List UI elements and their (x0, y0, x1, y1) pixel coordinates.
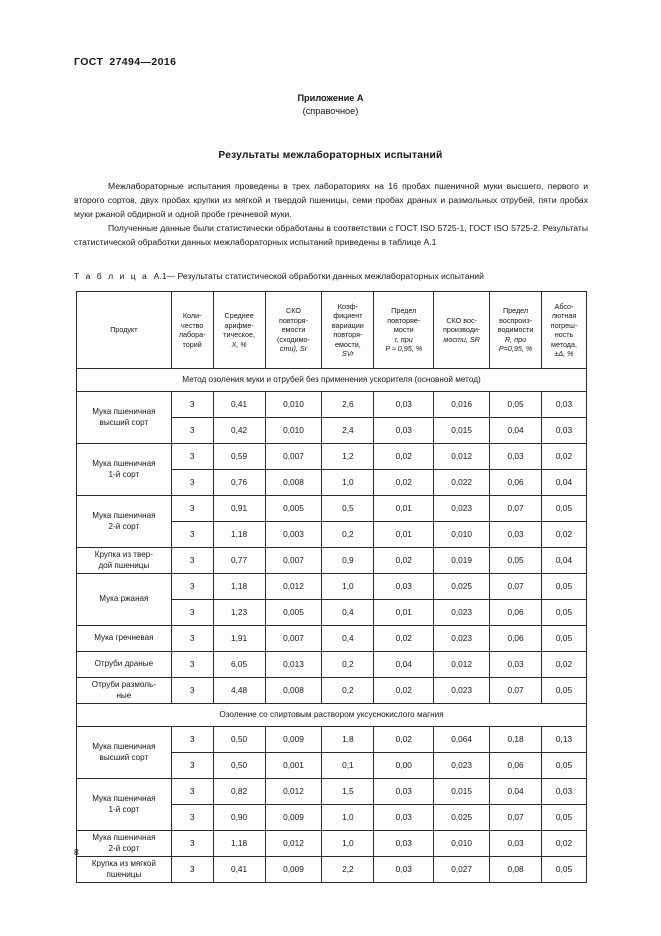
table-cell-value: 0,03 (490, 522, 542, 548)
table-cell-value: 0,023 (434, 753, 490, 779)
table-row (77, 626, 587, 652)
table-row (77, 652, 587, 678)
header-line: R, при (504, 334, 527, 344)
table-column-header (322, 292, 374, 369)
table-cell-value: 0,5 (322, 496, 374, 522)
table-cell-value: 0,001 (265, 753, 322, 779)
table-cell-value: 0,023 (434, 626, 490, 652)
product-name-line: высший сорт (99, 417, 149, 427)
product-name-cell (77, 727, 172, 779)
table-cell-value: 0,9 (322, 548, 374, 574)
header-line: Абсо- (554, 301, 574, 311)
table-cell-value: 1,0 (322, 574, 374, 600)
table-cell-value: 0,05 (542, 678, 587, 704)
product-name-line: 1-й сорт (108, 804, 140, 814)
table-cell-value: 3 (171, 857, 213, 883)
table-cell-value: 0,03 (542, 392, 587, 418)
table-cell-value: 0,03 (542, 418, 587, 444)
table-cell-value: 0,50 (213, 753, 265, 779)
header-line: торий (182, 339, 202, 349)
annex-heading (0, 92, 661, 119)
product-name-cell (77, 857, 172, 883)
table-cell-value: 0,07 (490, 574, 542, 600)
table-cell-value: 0,005 (265, 600, 322, 626)
table-cell-value: 1,2 (322, 444, 374, 470)
header-line: лютная (551, 311, 577, 320)
product-name-line: ные (116, 690, 132, 700)
header-line: вариации (331, 320, 364, 330)
table-cell-value: 0,016 (434, 392, 490, 418)
table-cell-value: 3 (171, 600, 213, 626)
product-name-line: Отруби размоль- (91, 679, 156, 689)
product-name-cell (77, 678, 172, 704)
table-cell-value: 6,05 (213, 652, 265, 678)
table-cell-value: 0,009 (265, 857, 322, 883)
table-cell-value: 0,13 (542, 727, 587, 753)
table-cell-value: 0,1 (322, 753, 374, 779)
product-name-line: Мука пшеничная (92, 510, 156, 520)
product-name-line: Отруби драные (94, 659, 154, 669)
table-section-row (77, 704, 587, 727)
header-line: Продукт (110, 325, 138, 335)
table-cell-value: 0,010 (434, 522, 490, 548)
header-line: емости, (334, 339, 361, 349)
page-title: Результаты межлабораторных испытаний (218, 150, 443, 161)
paragraph-2 (74, 222, 588, 250)
table-cell-value: 1,5 (322, 779, 374, 805)
header-line: Среднее (224, 311, 254, 320)
table-cell-value: 0,023 (434, 678, 490, 704)
table-cell-value: 0,04 (542, 548, 587, 574)
table-cell-value: 0,03 (374, 857, 434, 883)
paragraph-1-text: Межлабораторные испытания проведены в трех лабораториях на 16 пробах пшеничной муки высшего, первого и второго сортов, двух пробах крупки из мягкой и твердой пшеницы, семи пробах драных и размольных отрубей, пяти пробах муки ржаной обдирной и одной пробе гречневой муки. (74, 181, 588, 219)
table-cell-value: 0,023 (434, 496, 490, 522)
table-cell-value: 0,76 (213, 470, 265, 496)
header-line: емости (281, 325, 306, 335)
header-line: тическое, (223, 330, 256, 339)
header-line: мости, SR (443, 334, 480, 344)
table-cell-value: 0,007 (265, 444, 322, 470)
header-line: SVr (341, 349, 354, 358)
header-line: повторя- (279, 315, 308, 325)
product-name-cell (77, 548, 172, 574)
table-cell-value: 0,027 (434, 857, 490, 883)
header-line: P=0,95, % (498, 344, 533, 354)
table-cell-value: 0,2 (322, 678, 374, 704)
table-row (77, 779, 587, 805)
table-cell-value: 0,02 (542, 652, 587, 678)
table-cell-value: 0,01 (374, 496, 434, 522)
table-cell-value: 0,04 (542, 470, 587, 496)
standard-header (74, 56, 176, 68)
table-cell-value: 0,4 (322, 600, 374, 626)
header-line: погреш- (550, 320, 578, 330)
table-cell-value: 0,04 (490, 418, 542, 444)
table-cell-value: 0,02 (374, 626, 434, 652)
table-column-header (213, 292, 265, 369)
table-cell-value: 0,007 (265, 548, 322, 574)
table-cell-value: 0,4 (322, 626, 374, 652)
table-cell-value: 0,012 (265, 831, 322, 857)
standard-label: ГОСТ (74, 56, 104, 68)
header-line: производи- (442, 325, 481, 335)
table-cell-value: 0,90 (213, 805, 265, 831)
results-table (76, 291, 587, 883)
header-line: метода, (551, 339, 577, 349)
paragraph-2-text: Полученные данные были статистически обработаны в соответствии с ГОСТ ISO 5725-1, ГОСТ ISO 5725-2. Результаты статистической обработки данных межлабораторных испытаний приведены в таблице А.1 (74, 222, 588, 247)
table-cell-value: 1,0 (322, 805, 374, 831)
product-name-cell (77, 779, 172, 831)
table-column-header (490, 292, 542, 369)
product-name-line: Мука пшеничная (92, 406, 156, 416)
table-cell-value: 0,05 (542, 805, 587, 831)
product-name-cell (77, 496, 172, 548)
table-cell-value: 0,00 (374, 753, 434, 779)
table-cell-value: 0,02 (374, 548, 434, 574)
table-cell-value: 0,010 (265, 392, 322, 418)
table-cell-value: 1,23 (213, 600, 265, 626)
header-line: фициент (333, 311, 363, 320)
table-cell-value: 2,6 (322, 392, 374, 418)
table-body (77, 369, 587, 883)
table-cell-value: 0,07 (490, 805, 542, 831)
table-cell-value: 0,03 (374, 574, 434, 600)
table-cell-value: 3 (171, 470, 213, 496)
table-row (77, 678, 587, 704)
table-cell-value: 0,03 (490, 831, 542, 857)
table-cell-value: 0,007 (265, 626, 322, 652)
product-name-line: Мука пшеничная (92, 793, 156, 803)
table-row (77, 548, 587, 574)
product-name-cell (77, 392, 172, 444)
header-line: воспроиз- (499, 315, 533, 325)
table-cell-value: 0,05 (490, 548, 542, 574)
annex-title: Приложение А (297, 93, 364, 103)
table-cell-value: 0,012 (434, 444, 490, 470)
table-section-title: Озоление со спиртовым раствором уксуснокислого магния (77, 704, 587, 727)
table-cell-value: 0,07 (490, 678, 542, 704)
table-cell-value: 1,8 (322, 727, 374, 753)
table-cell-value: 0,07 (490, 496, 542, 522)
header-line: лабора- (178, 330, 206, 339)
table-cell-value: 0,012 (434, 652, 490, 678)
table-cell-value: 3 (171, 831, 213, 857)
header-line: (сходимо- (277, 334, 310, 344)
table-cell-value: 3 (171, 548, 213, 574)
table-cell-value: 3 (171, 753, 213, 779)
table-cell-value: 0,01 (374, 600, 434, 626)
table-cell-value: 0,025 (434, 574, 490, 600)
table-cell-value: 1,91 (213, 626, 265, 652)
table-cell-value: 3 (171, 522, 213, 548)
table-cell-value: 0,41 (213, 392, 265, 418)
table-cell-value: 2,2 (322, 857, 374, 883)
header-line: сти), Sr (279, 344, 308, 354)
table-cell-value: 3 (171, 805, 213, 831)
table-caption (74, 271, 484, 281)
table-cell-value: 0,02 (374, 444, 434, 470)
table-cell-value: 0,008 (265, 470, 322, 496)
product-name-cell (77, 574, 172, 626)
product-name-line: 2-й сорт (108, 843, 140, 853)
table-cell-value: 0,06 (490, 626, 542, 652)
table-cell-value: 3 (171, 678, 213, 704)
table-cell-value: 0,008 (265, 678, 322, 704)
table-cell-value: 0,064 (434, 727, 490, 753)
header-line: ±Δ, % (554, 349, 574, 358)
table-cell-value: 1,18 (213, 522, 265, 548)
table-cell-value: 0,77 (213, 548, 265, 574)
product-name-line: дой пшеницы (98, 560, 150, 570)
header-line: СКО (286, 306, 301, 316)
table-cell-value: 0,03 (374, 392, 434, 418)
header-line: ность (554, 330, 574, 339)
table-cell-value: 0,42 (213, 418, 265, 444)
header-line: P ≈ 0,95, % (385, 344, 423, 354)
table-section-title: Метод озоления муки и отрубей без применения ускорителя (основной метод) (77, 369, 587, 392)
table-cell-value: 0,02 (374, 727, 434, 753)
table-caption-text: Результаты статистической обработки данных межлабораторных испытаний (177, 271, 484, 281)
annex-subtitle: (справочное) (302, 106, 359, 117)
product-name-line: Крупка из мягкой (91, 858, 156, 868)
table-section-row (77, 369, 587, 392)
table-column-header (265, 292, 322, 369)
table-cell-value: 0,02 (542, 522, 587, 548)
table-caption-number: А.1 (153, 271, 167, 281)
table-cell-value: 0,012 (265, 574, 322, 600)
table-cell-value: 0,18 (490, 727, 542, 753)
table-cell-value: 0,025 (434, 805, 490, 831)
table-cell-value: 0,50 (213, 727, 265, 753)
table-cell-value: 0,59 (213, 444, 265, 470)
table-caption-dash: — (166, 271, 176, 281)
table-header-row (77, 292, 587, 369)
table-cell-value: 0,05 (542, 600, 587, 626)
product-name-line: 1-й сорт (108, 469, 140, 479)
header-line: Предел (391, 306, 417, 316)
page-number: 8 (74, 847, 79, 857)
product-name-line: Мука гречневая (94, 633, 154, 643)
product-name-line: Мука пшеничная (92, 458, 156, 468)
product-name-line: пшеницы (106, 869, 142, 879)
header-line: Коли- (182, 311, 202, 320)
table-cell-value: 0,003 (265, 522, 322, 548)
table-cell-value: 3 (171, 727, 213, 753)
header-line: СКО вос- (446, 315, 477, 325)
table-cell-value: 0,2 (322, 652, 374, 678)
standard-number: 27494—2016 (109, 56, 177, 68)
table-row (77, 857, 587, 883)
header-line: водимости (497, 325, 534, 335)
header-line: X, % (231, 339, 247, 349)
product-name-line: Мука ржаная (99, 594, 149, 604)
table-cell-value: 3 (171, 652, 213, 678)
product-name-cell (77, 831, 172, 857)
product-name-line: 2-й сорт (108, 521, 140, 531)
table-cell-value: 3 (171, 444, 213, 470)
table-cell-value: 0,08 (490, 857, 542, 883)
table-column-header (171, 292, 213, 369)
table-cell-value: 0,012 (265, 779, 322, 805)
table-cell-value: 0,010 (265, 418, 322, 444)
table-cell-value: 0,03 (374, 805, 434, 831)
product-name-cell (77, 444, 172, 496)
table-cell-value: 1,18 (213, 831, 265, 857)
product-name-cell (77, 626, 172, 652)
table-cell-value: 3 (171, 418, 213, 444)
table-cell-value: 0,91 (213, 496, 265, 522)
product-name-cell (77, 652, 172, 678)
table-cell-value: 0,2 (322, 522, 374, 548)
table-header (77, 292, 587, 369)
table-cell-value: 0,02 (374, 678, 434, 704)
table-cell-value: 0,019 (434, 548, 490, 574)
product-name-line: Мука пшеничная (92, 832, 156, 842)
table-cell-value: 0,01 (374, 522, 434, 548)
table-cell-value: 0,03 (374, 779, 434, 805)
table-cell-value: 1,0 (322, 831, 374, 857)
table-row (77, 727, 587, 753)
table-cell-value: 0,03 (374, 418, 434, 444)
table-cell-value: 0,023 (434, 600, 490, 626)
table-cell-value: 0,05 (542, 496, 587, 522)
table-cell-value: 0,02 (374, 470, 434, 496)
table-row (77, 392, 587, 418)
table-row (77, 831, 587, 857)
table-cell-value: 3 (171, 392, 213, 418)
header-line: Предел (502, 306, 529, 316)
table-row (77, 444, 587, 470)
table-cell-value: 0,02 (542, 831, 587, 857)
table-cell-value: 0,015 (434, 779, 490, 805)
table-cell-value: 0,05 (542, 626, 587, 652)
table-caption-word: Т а б л и ц а (74, 271, 149, 281)
header-line: арифме- (224, 320, 254, 330)
table-cell-value: 4,48 (213, 678, 265, 704)
table-cell-value: 0,015 (434, 418, 490, 444)
table-cell-value: 0,03 (490, 652, 542, 678)
paragraph-1 (74, 180, 588, 222)
header-line: повторяе- (387, 315, 421, 325)
table-cell-value: 0,03 (542, 779, 587, 805)
table-column-header (542, 292, 587, 369)
header-line: мости (393, 325, 414, 335)
table-cell-value: 0,06 (490, 753, 542, 779)
intro-text (74, 180, 588, 250)
header-line: чество (180, 320, 204, 330)
table-cell-value: 0,82 (213, 779, 265, 805)
table-column-header (77, 292, 172, 369)
table-cell-value: 0,03 (490, 444, 542, 470)
table-cell-value: 0,02 (542, 444, 587, 470)
table-cell-value: 0,009 (265, 805, 322, 831)
table-cell-value: 0,04 (490, 779, 542, 805)
table-cell-value: 0,05 (542, 857, 587, 883)
table-row (77, 496, 587, 522)
header-line: повторя- (333, 330, 363, 339)
table-cell-value: 3 (171, 779, 213, 805)
table-column-header (434, 292, 490, 369)
table-cell-value: 0,06 (490, 600, 542, 626)
table-cell-value: 0,022 (434, 470, 490, 496)
table-cell-value: 1,18 (213, 574, 265, 600)
table-cell-value: 0,05 (490, 392, 542, 418)
table-cell-value: 0,04 (374, 652, 434, 678)
table-cell-value: 0,010 (434, 831, 490, 857)
product-name-line: высший сорт (99, 752, 149, 762)
table-cell-value: 0,03 (374, 831, 434, 857)
table-cell-value: 3 (171, 496, 213, 522)
table-cell-value: 3 (171, 574, 213, 600)
table-cell-value: 2,4 (322, 418, 374, 444)
header-line: r, при (394, 334, 413, 344)
product-name-line: Мука пшеничная (92, 741, 156, 751)
table-cell-value: 0,41 (213, 857, 265, 883)
product-name-line: Крупка из твер- (94, 549, 153, 559)
table-cell-value: 0,005 (265, 496, 322, 522)
table-cell-value: 3 (171, 626, 213, 652)
table-cell-value: 0,009 (265, 727, 322, 753)
table-column-header (374, 292, 434, 369)
table-row (77, 574, 587, 600)
header-line: Коэф- (337, 301, 358, 311)
table-cell-value: 0,05 (542, 574, 587, 600)
table-cell-value: 1,0 (322, 470, 374, 496)
table-cell-value: 0,05 (542, 753, 587, 779)
table-cell-value: 0,013 (265, 652, 322, 678)
table-cell-value: 0,06 (490, 470, 542, 496)
